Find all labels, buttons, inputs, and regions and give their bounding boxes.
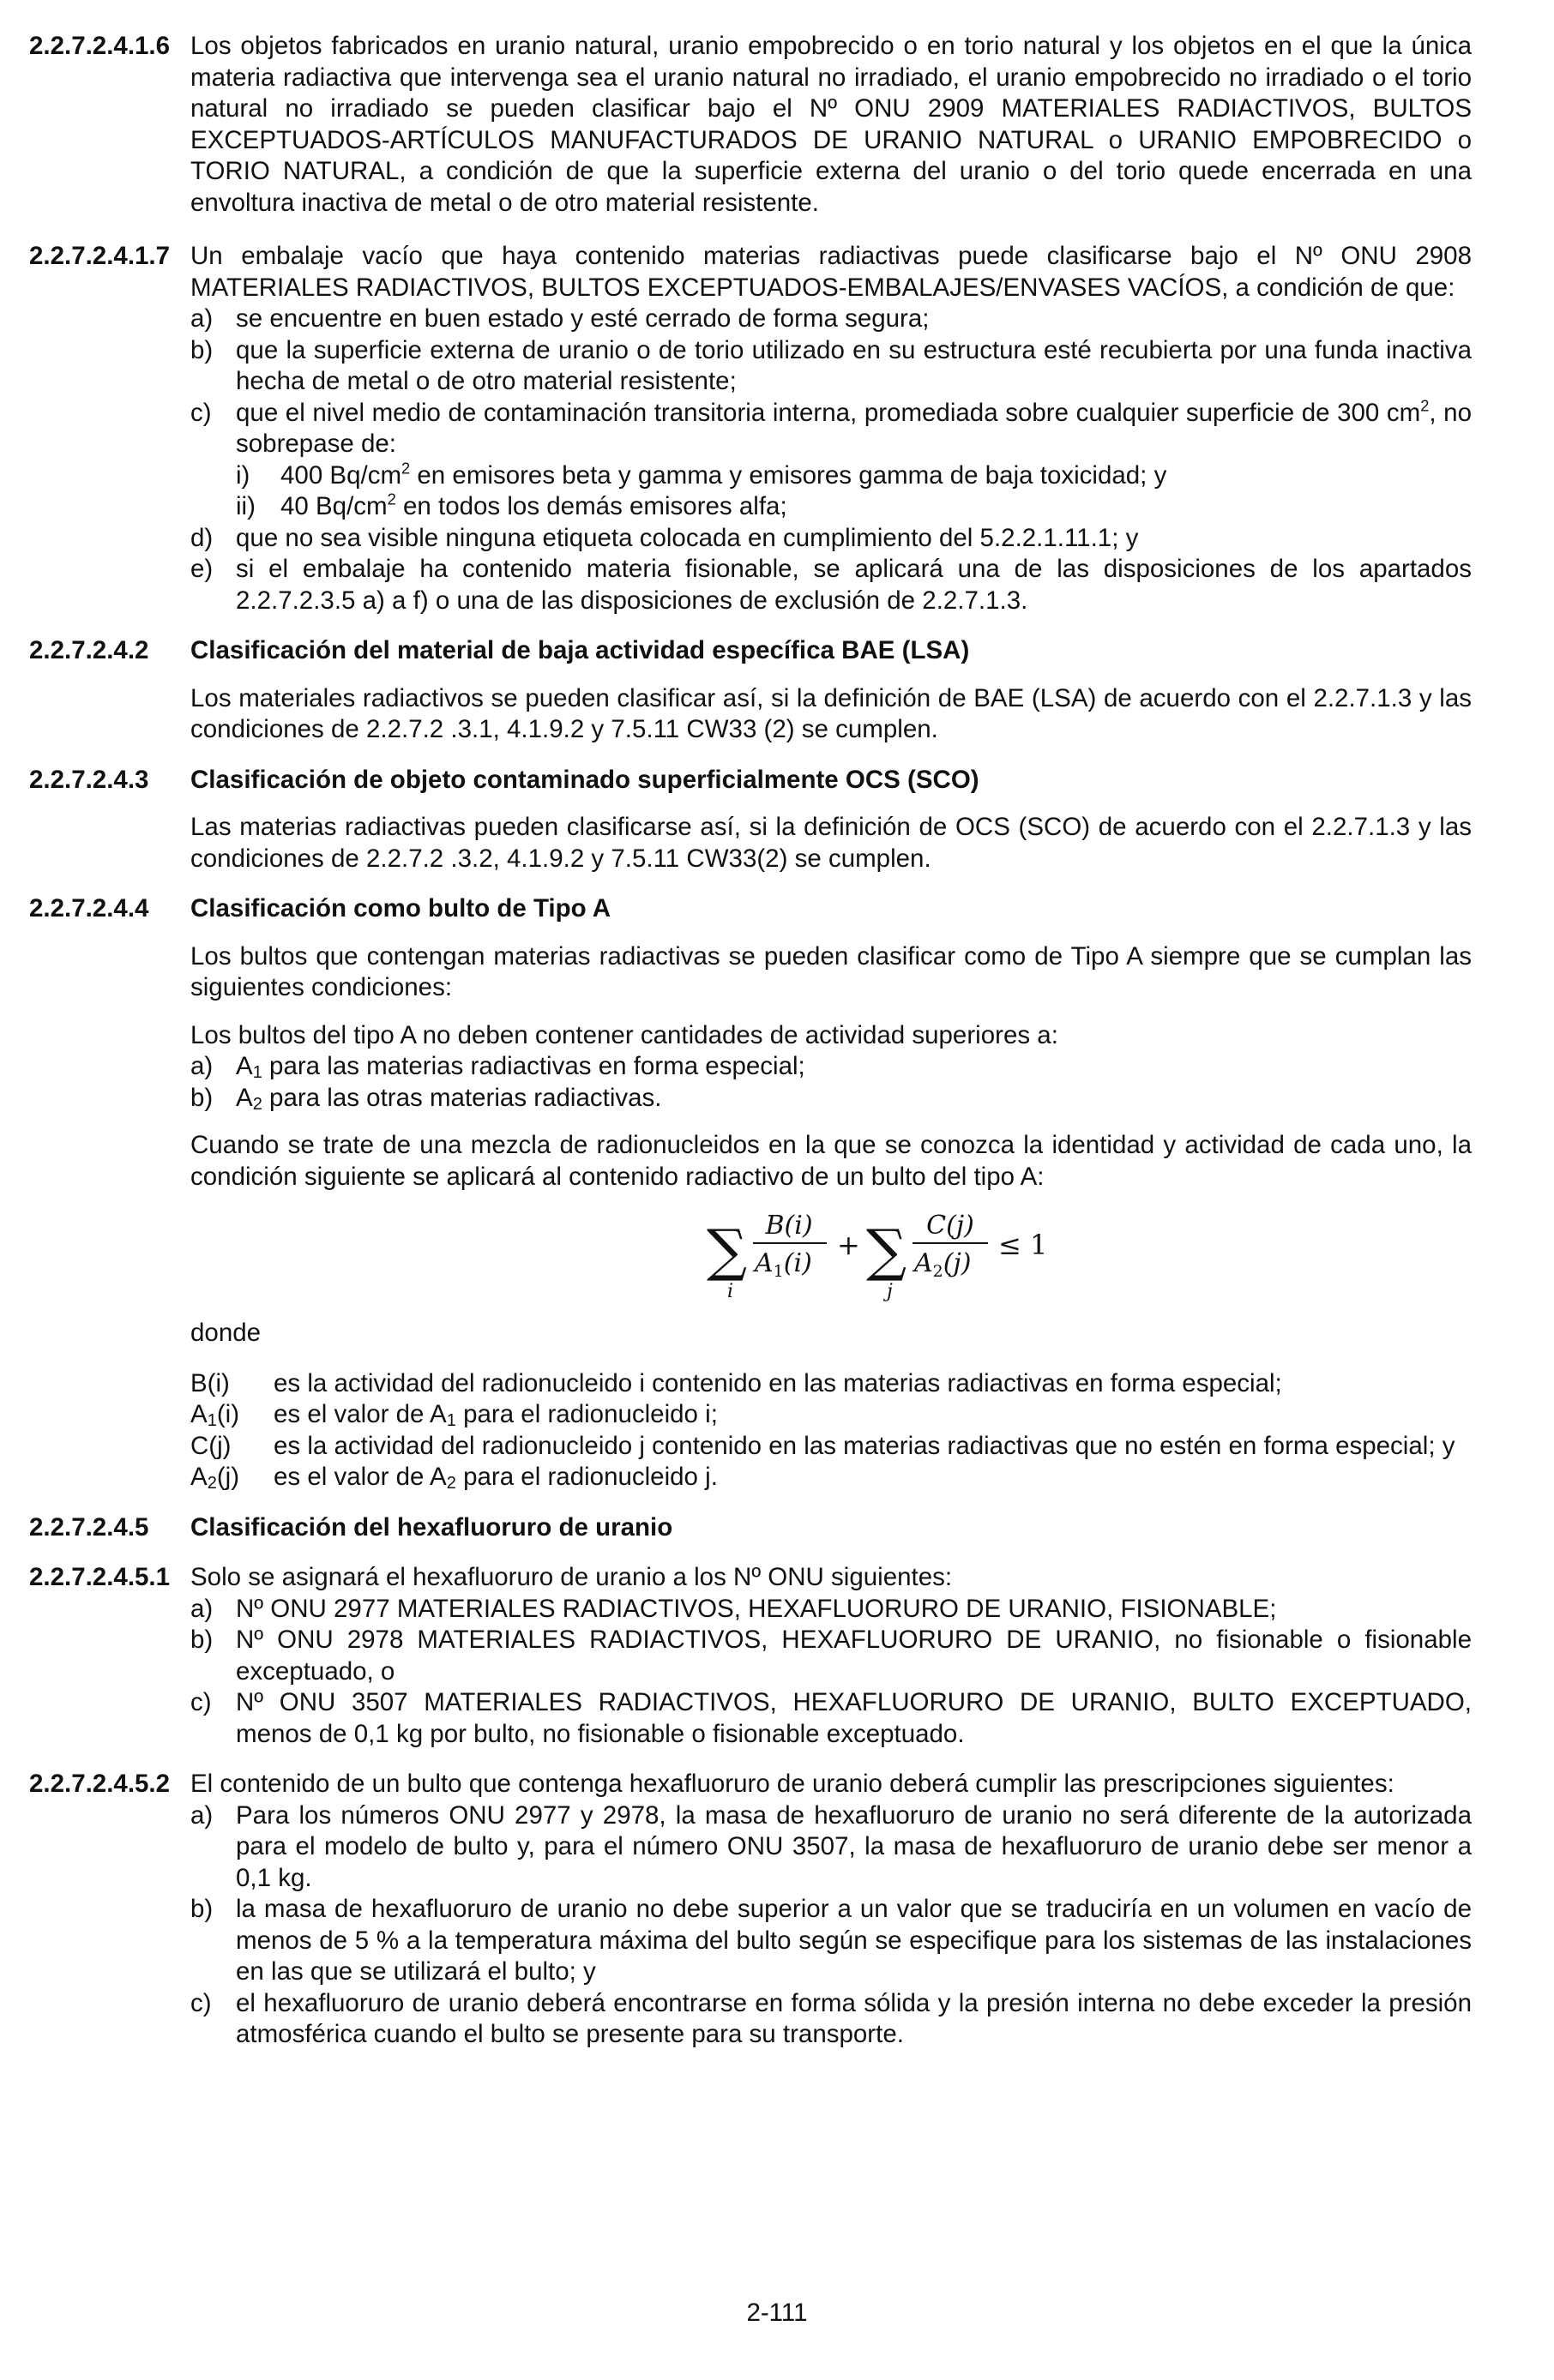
list-item	[190, 1687, 1472, 1750]
section-text: Los bultos del tipo A no deben contener cantidades de actividad superiores a:	[190, 1020, 1058, 1049]
list-item-text: que no sea visible ninguna etiqueta colocada en cumplimiento del 5.2.2.1.11.1; y	[236, 523, 1139, 552]
mixture-formula	[190, 1205, 1472, 1306]
list-item	[190, 304, 1472, 335]
section-2-2-7-2-4-2	[29, 635, 1472, 667]
list-item-text	[236, 1083, 1472, 1115]
list-item-text: Nº ONU 2978 MATERIALES RADIACTIVOS, HEXAFLUORURO DE URANIO, no fisionable o fisionable exceptuado, o	[236, 1626, 1472, 1686]
list-item-text: Nº ONU 3507 MATERIALES RADIACTIVOS, HEXAFLUORURO DE URANIO, BULTO EXCEPTUADO, menos de 0,1 kg por bulto, no fisionable o fisionable exceptuado.	[236, 1688, 1472, 1748]
list-item-text: Nº ONU 2977 MATERIALES RADIACTIVOS, HEXAFLUORURO DE URANIO, FISIONABLE;	[236, 1594, 1277, 1623]
text-fragment: A	[236, 1052, 253, 1080]
summation-index: i	[727, 1281, 734, 1302]
list-item-text: que la superficie externa de uranio o de torio utilizado en su estructura esté recubierta por una funda inactiva hecha de metal o de otro material resistente;	[236, 335, 1472, 395]
text-fragment: para las otras materias radiactivas.	[262, 1083, 662, 1112]
list-item-label: a)	[190, 1594, 214, 1623]
content-requirements-list	[190, 1800, 1472, 2051]
paragraph-text: Un embalaje vacío que haya contenido materias radiactivas puede clasificarse bajo el Nº ONU 2908 MATERIALES RADIACTIVOS, BULTOS EXCEPTUADOS-EMBALAJES/ENVASES VACÍOS, a condición de que:	[190, 242, 1472, 302]
list-item-label: a)	[190, 304, 214, 333]
list-item-text: se encuentre en buen estado y esté cerrado de forma segura;	[236, 304, 930, 333]
definition-text: es el valor de $A_2$ para el radionucleido j.	[274, 1463, 718, 1493]
section-2-2-7-2-4-4	[29, 893, 1472, 925]
relation-sign: ≤ 1	[998, 1229, 1048, 1261]
text-fragment: 400 Bq/cm	[280, 460, 402, 490]
formula-definitions	[190, 1368, 1472, 1494]
list-item-label: b)	[190, 1626, 214, 1654]
list-item-text	[280, 491, 1472, 523]
fraction-numerator: C(j)	[926, 1211, 974, 1241]
definition-row	[190, 1399, 1472, 1431]
subscript: 1	[252, 1063, 262, 1082]
list-item-text: el hexafluoruro de uranio deberá encontrarse en forma sólida y la presión interna no debe exceder la presión atmosférica cuando el bulto se presente para su transporte.	[236, 1988, 1472, 2048]
definition-row	[190, 1368, 1472, 1400]
list-item-label: b)	[190, 335, 214, 364]
text-fragment: en todos los demás emisores alfa;	[395, 492, 787, 520]
section-heading: Clasificación como bulto de Tipo A	[190, 894, 611, 923]
paragraph-2-2-7-2-4-1-6	[29, 31, 1472, 219]
definition-symbol: B(i)	[190, 1368, 230, 1397]
paragraph-number: 2.2.7.2.4.5.1	[29, 1563, 171, 1591]
section-text: Cuando se trate de una mezcla de radionucleidos en la que se conozca la identidad y actividad de cada uno, la condición siguiente se aplicará al contenido radiactivo de un bulto del tipo A:	[190, 1131, 1472, 1191]
definition-text: es el valor de $A_1$ para el radionucleido i;	[274, 1400, 718, 1430]
section-heading: Clasificación del hexafluoruro de uranio	[190, 1512, 673, 1542]
section-text: Los bultos que contengan materias radiactivas se pueden clasificar como de Tipo A siempre que se cumplan las siguientes condiciones:	[190, 941, 1472, 1001]
definition-row	[190, 1431, 1472, 1463]
paragraph-number: 2.2.7.2.4.5.2	[29, 1770, 171, 1798]
paragraph-text: El contenido de un bulto que contenga hexafluoruro de uranio deberá cumplir las prescripciones siguientes:	[190, 1770, 1394, 1798]
list-item-label: ii)	[236, 492, 256, 520]
section-number: 2.2.7.2.4.5	[29, 1512, 149, 1542]
list-item-text: Para los números ONU 2977 y 2978, la masa de hexafluoruro de uranio no será diferente de la autorizada para el modelo de bulto y, para el número ONU 3507, la masa de hexafluoruro de uranio debe ser menor a 0,1 kg.	[236, 1800, 1472, 1892]
text-fragment: A	[236, 1083, 253, 1112]
list-item-text	[236, 1051, 1472, 1083]
superscript: 2	[1420, 396, 1430, 415]
superscript: 2	[401, 459, 411, 478]
section-2-2-7-2-4-3	[29, 765, 1472, 796]
definition-text: es la actividad del radionucleido i contenido en las materias radiactivas en forma especial;	[274, 1368, 1282, 1397]
list-item	[236, 460, 1472, 492]
list-item	[190, 1800, 1472, 1895]
fraction-denominator: $A_1(i)$	[755, 1248, 812, 1281]
list-item-label: i)	[236, 460, 250, 490]
list-item-label: a)	[190, 1052, 214, 1080]
summation-symbol: ∑	[866, 1217, 907, 1283]
list-item-label: b)	[190, 1895, 214, 1923]
list-item	[190, 1894, 1472, 1988]
text-fragment: 40 Bq/cm	[280, 492, 388, 520]
summation-symbol: ∑	[707, 1217, 748, 1283]
list-item-text	[236, 398, 1472, 460]
text-fragment: , no sobrepase de:	[236, 398, 1472, 458]
list-item	[190, 1625, 1472, 1687]
list-item-label: a)	[190, 1800, 214, 1830]
paragraph-text: Los objetos fabricados en uranio natural, uranio empobrecido o en torio natural y los objetos en el que la única materia radiactiva que intervenga sea el uranio natural no irradiado, el uranio empobrecido no irradiado o el torio natural no irradiado se pueden clasificar bajo el Nº ONU 2909 MATERIALES RADIACTIVOS, BULTOS EXCEPTUADOS-ARTÍCULOS MANUFACTURADOS DE URANIO NATURAL o URANIO EMPOBRECIDO o TORIO NATURAL, a condición de que la superficie externa del uranio o del torio quede encerrada en una envoltura inactiva de metal o de otro material resistente.	[190, 32, 1472, 217]
section-text: Los materiales radiactivos se pueden clasificar así, si la definición de BAE (LSA) de acuerdo con el 2.2.7.1.3 y las condiciones de 2.2.7.2 .3.1, 4.1.9.2 y 7.5.11 CW33 (2) se cumplen.	[190, 683, 1472, 743]
contamination-limits-list	[236, 460, 1472, 523]
list-item	[190, 335, 1472, 398]
list-item	[190, 523, 1472, 555]
subscript: 2	[252, 1094, 262, 1114]
text-fragment: en emisores beta y gamma y emisores gamma de baja toxicidad; y	[410, 460, 1167, 490]
paragraph-text: Solo se asignará el hexafluoruro de uranio a los Nº ONU siguientes:	[190, 1563, 953, 1591]
superscript: 2	[387, 490, 396, 508]
paragraph-2-2-7-2-4-1-7	[29, 241, 1472, 304]
list-item	[190, 1051, 1472, 1083]
list-item	[190, 1988, 1472, 2051]
summation-index: j	[887, 1281, 893, 1302]
list-item-label: c)	[190, 1988, 212, 2017]
donde-label: donde	[190, 1319, 262, 1347]
conditions-list	[190, 304, 1472, 460]
section-number: 2.2.7.2.4.4	[29, 894, 149, 923]
plus-sign: +	[837, 1229, 860, 1261]
conditions-list-continued	[190, 554, 1472, 616]
section-heading: Clasificación del material de baja actividad específica BAE (LSA)	[190, 636, 970, 664]
un-numbers-list	[190, 1594, 1472, 1751]
list-item-text	[280, 460, 1472, 492]
list-item	[190, 398, 1472, 460]
section-number: 2.2.7.2.4.2	[29, 636, 149, 664]
list-item-text: la masa de hexafluoruro de uranio no debe superior a un valor que se traduciría en un volumen en vacío de menos de 5 % a la temperatura máxima del bulto según se especifique para los sistemas de las instalaciones en las que se utilizará el bulto; y	[236, 1895, 1472, 1986]
list-item	[190, 554, 1472, 616]
list-item-label: e)	[190, 555, 214, 583]
list-item-label: d)	[190, 523, 214, 552]
formula-graphic	[707, 1205, 1084, 1306]
section-2-2-7-2-4-5	[29, 1512, 1472, 1544]
definition-row	[190, 1462, 1472, 1494]
section-heading: Clasificación de objeto contaminado superficialmente OCS (SCO)	[190, 765, 979, 794]
text-fragment: para las materias radiactivas en forma especial;	[262, 1052, 805, 1080]
conditions-list-continued	[190, 523, 1472, 555]
section-number: 2.2.7.2.4.3	[29, 765, 149, 794]
list-item-label: c)	[190, 398, 212, 427]
fraction-numerator: B(i)	[765, 1211, 813, 1241]
page-number: 2-111	[746, 2299, 808, 2327]
list-item-label: c)	[190, 1688, 212, 1716]
activity-limits-list	[190, 1051, 1472, 1114]
paragraph-2-2-7-2-4-5-2	[29, 1769, 1472, 1800]
paragraph-number: 2.2.7.2.4.1.7	[29, 242, 171, 270]
definition-symbol: $A_1(i)$	[190, 1400, 240, 1430]
section-text: Las materias radiactivas pueden clasificarse así, si la definición de OCS (SCO) de acuerdo con el 2.2.7.1.3 y las condiciones de 2.2.7.2 .3.2, 4.1.9.2 y 7.5.11 CW33(2) se cumplen.	[190, 813, 1472, 873]
list-item	[236, 491, 1472, 523]
fraction-denominator: $A_2(j)$	[914, 1248, 972, 1281]
paragraph-number: 2.2.7.2.4.1.6	[29, 32, 171, 60]
definition-text: es la actividad del radionucleido j contenido en las materias radiactivas que no estén en forma especial; y	[274, 1431, 1455, 1460]
text-fragment: que el nivel medio de contaminación transitoria interna, promediada sobre cualquier superficie de 300 cm	[236, 398, 1421, 427]
list-item-label: b)	[190, 1083, 214, 1112]
list-item-text: si el embalaje ha contenido materia fisionable, se aplicará una de las disposiciones de los apartados 2.2.7.2.3.5 a) a f) o una de las disposiciones de exclusión de 2.2.7.1.3.	[236, 555, 1472, 615]
definition-symbol: $A_2(j)$	[190, 1463, 240, 1493]
paragraph-2-2-7-2-4-5-1	[29, 1562, 1472, 1594]
list-item	[190, 1083, 1472, 1115]
definition-symbol: C(j)	[190, 1431, 232, 1460]
list-item	[190, 1594, 1472, 1626]
